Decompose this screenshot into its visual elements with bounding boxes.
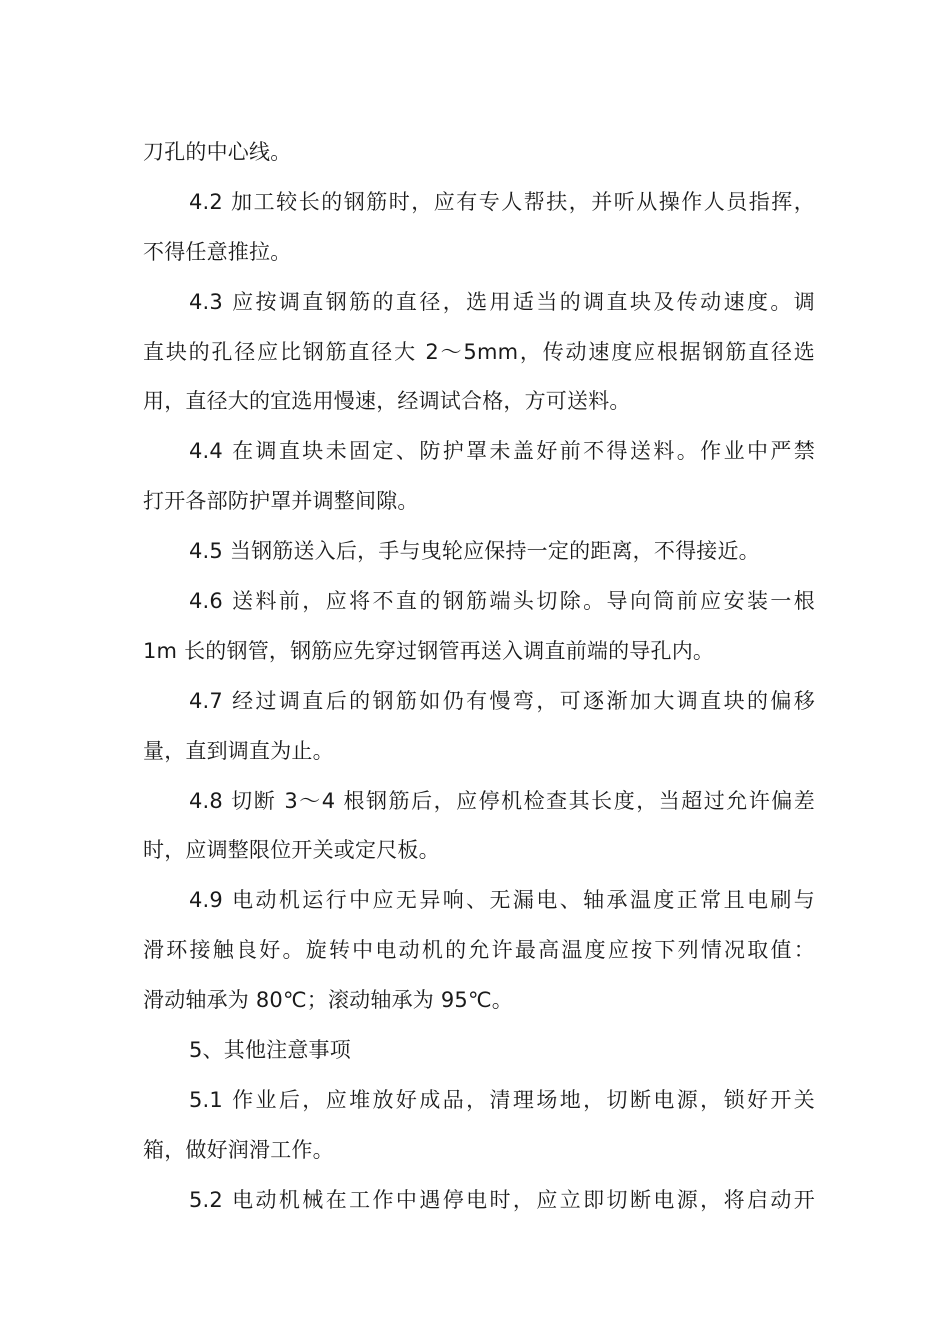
text-line: 不得任意推拉。	[143, 239, 292, 264]
text-line: 直块的孔径应比钢筋直径大 2～5mm，传动速度应根据钢筋直径选	[143, 339, 815, 364]
text-line: 1m 长的钢管，钢筋应先穿过钢管再送入调直前端的导孔内。	[143, 638, 715, 663]
paragraph-5-1-line: 5.1 作业后，应堆放好成品，清理场地，切断电源，锁好开关	[189, 1087, 815, 1112]
paragraph-4-6-line: 4.6 送料前，应将不直的钢筋端头切除。导向筒前应安装一根	[189, 589, 815, 614]
text-line: 箱，做好润滑工作。	[143, 1137, 334, 1162]
paragraph-4-5-line: 4.5 当钢筋送入后，手与曳轮应保持一定的距离，不得接近。	[189, 539, 760, 564]
paragraph-4-4-line: 4.4 在调直块未固定、防护罩未盖好前不得送料。作业中严禁	[189, 439, 815, 464]
paragraph-4-7-line: 4.7 经过调直后的钢筋如仍有慢弯，可逐渐加大调直块的偏移	[189, 688, 815, 713]
paragraph-4-8-line: 4.8 切断 3～4 根钢筋后，应停机检查其长度，当超过允许偏差	[189, 788, 815, 813]
section-5-heading: 5、其他注意事项	[189, 1038, 351, 1063]
paragraph-4-3-line: 4.3 应按调直钢筋的直径，选用适当的调直块及传动速度。调	[189, 289, 815, 314]
text-line: 量，直到调直为止。	[143, 738, 334, 763]
text-line: 用，直径大的宜选用慢速，经调试合格，方可送料。	[143, 389, 631, 414]
text-line: 滑动轴承为 80℃；滚动轴承为 95℃。	[143, 988, 513, 1013]
paragraph-4-2-line: 4.2 加工较长的钢筋时，应有专人帮扶，并听从操作人员指挥，	[189, 189, 815, 214]
text-line: 滑环接触良好。旋转中电动机的允许最高温度应按下列情况取值：	[143, 938, 815, 963]
text-line: 打开各部防护罩并调整间隙。	[143, 489, 419, 514]
paragraph-5-2-line: 5.2 电动机械在工作中遇停电时，应立即切断电源，将启动开	[189, 1187, 815, 1212]
document-body	[143, 128, 815, 1226]
text-line: 刀孔的中心线。	[143, 140, 292, 164]
text-line: 时，应调整限位开关或定尺板。	[143, 838, 440, 863]
paragraph-4-9-line: 4.9 电动机运行中应无异响、无漏电、轴承温度正常且电刷与	[189, 888, 815, 913]
